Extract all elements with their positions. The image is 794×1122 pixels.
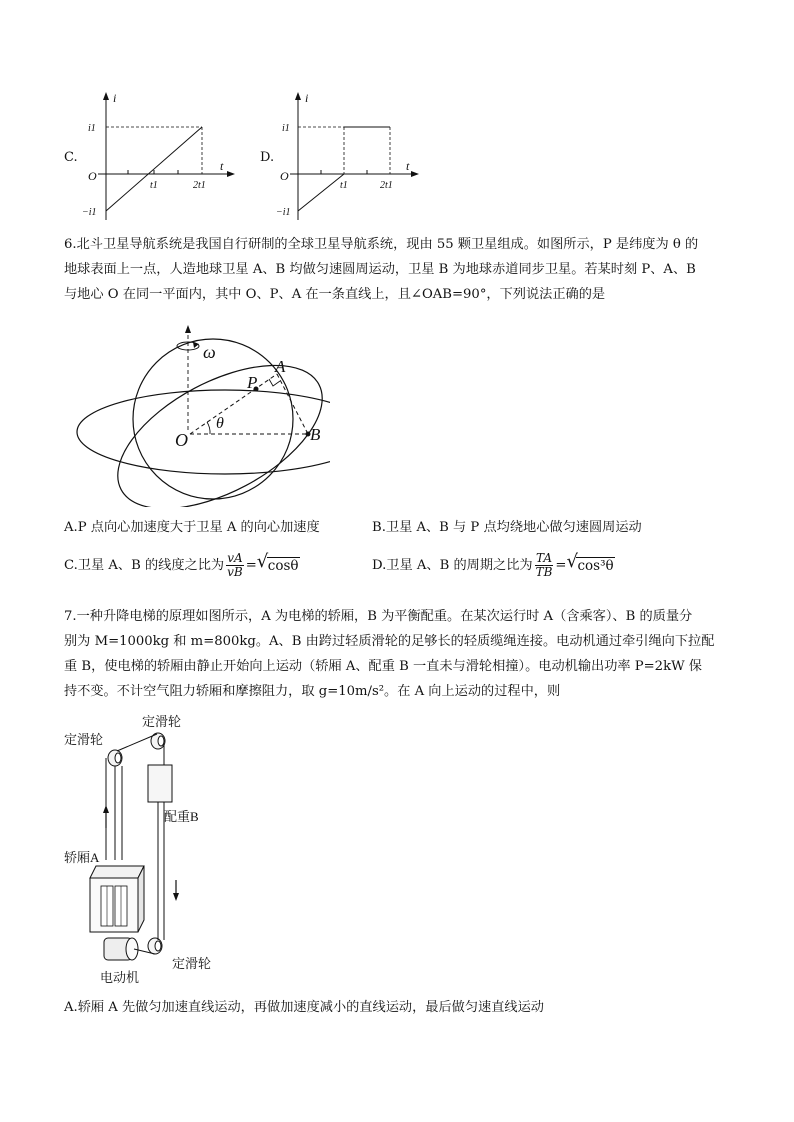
graph-d-2t1: 2t1 [380, 180, 393, 191]
q6-option-d-radicand: cos³θ [577, 557, 614, 574]
q7-line-2: 别为 M=1000kg 和 m=800kg。A、B 由跨过轻质滑轮的足够长的轻质缆绳连接。电动机通过牵引绳向下拉配 [64, 634, 715, 649]
q7-fig-pulley-bottom: 定滑轮 [172, 956, 212, 971]
q7-line-3: 重 B，使电梯的轿厢由静止开始向上运动（轿厢 A、配重 B 一直未与滑轮相撞）。电动机输出功率 P=2kW 保 [64, 659, 702, 674]
q7-fig-car: 轿厢A [64, 850, 100, 865]
q6-fig-omega: ω [203, 342, 216, 362]
graph-c-neg-i1: −i1 [82, 207, 97, 218]
q6-option-c-sqrt: √ cosθ [256, 550, 299, 574]
q6-fig-b: B [310, 425, 321, 444]
q6-option-c-radicand: cosθ [267, 557, 299, 574]
graph-c-origin: O [88, 169, 97, 183]
q7-elevator-figure [60, 710, 280, 990]
graph-c-i1: i1 [88, 123, 96, 134]
q6-line-3: 与地心 O 在同一平面内，其中 O、P、A 在一条直线上，且∠OAB=90°，下列说法正确的是 [64, 287, 606, 302]
q7-fig-counterweight: 配重B [164, 809, 199, 824]
q7-fig-motor: 电动机 [100, 970, 140, 985]
graph-d-axis-i: i [305, 91, 309, 105]
q6-option-c-denominator: vB [227, 565, 243, 579]
q6-option-c-numerator: vA [227, 551, 243, 565]
q6-option-c-fraction [226, 552, 244, 579]
graph-d-label: D. [260, 150, 275, 165]
q6-option-d-text: D.卫星 A、B 的周期之比为 [372, 558, 533, 573]
q6-option-b[interactable]: B.卫星 A、B 与 P 点均绕地心做匀速圆周运动 [372, 520, 642, 535]
graph-d-origin: O [280, 169, 289, 183]
graph-c-axis-i: i [113, 91, 117, 105]
q6-line-2: 地球表面上一点，人造地球卫星 A、B 均做匀速圆周运动，卫星 B 为地球赤道同步卫星。若某时刻 P、A、B [64, 262, 696, 277]
graph-c-label: C. [64, 150, 78, 165]
q6-option-c-text: C.卫星 A、B 的线度之比为 [64, 558, 225, 573]
q6-option-d[interactable]: D.卫星 A、B 的周期之比为 $\frac{TA}{TB}$ = √ cos³θ [372, 550, 614, 579]
graph-c-t1: t1 [150, 180, 158, 191]
q6-line-1: 6.北斗卫星导航系统是我国自行研制的全球卫星导航系统，现由 55 颗卫星组成。如图所示，P 是纬度为 θ 的 [64, 237, 699, 252]
q7-option-a[interactable]: A.轿厢 A 先做匀加速直线运动，再做加速度减小的直线运动，最后做匀速直线运动 [64, 1000, 544, 1015]
graph-d [272, 90, 432, 225]
q7-line-1: 7.一种升降电梯的原理如图所示，A 为电梯的轿厢，B 为平衡配重。在某次运行时 A（含乘客）、B 的质量分 [64, 609, 693, 624]
q6-fig-o: O [175, 430, 188, 450]
graph-d-i1: i1 [282, 123, 290, 134]
q6-option-d-sqrt: √ cos³θ [566, 550, 614, 574]
q6-option-d-fraction [535, 552, 554, 579]
q6-option-d-denominator: TB [535, 565, 553, 579]
q7-line-4: 持不变。不计空气阻力轿厢和摩擦阻力，取 g=10m/s²。在 A 向上运动的过程中，则 [64, 684, 561, 699]
q7-fig-pulley-top: 定滑轮 [142, 714, 182, 729]
q6-option-d-numerator: TA [536, 551, 553, 565]
graph-c-2t1: 2t1 [193, 180, 206, 191]
q6-fig-theta: θ [216, 415, 224, 432]
q6-option-a[interactable]: A.P 点向心加速度大于卫星 A 的向心加速度 [64, 520, 320, 535]
graph-c-axis-t: t [220, 159, 224, 173]
q6-earth-figure [70, 322, 330, 507]
graph-d-neg-i1: −i1 [276, 207, 291, 218]
graph-c [80, 90, 240, 225]
q6-fig-p: P [247, 373, 258, 392]
graph-d-t1: t1 [340, 180, 348, 191]
graph-d-axis-t: t [406, 159, 410, 173]
q7-fig-pulley-left: 定滑轮 [64, 732, 104, 747]
q6-option-c[interactable]: C.卫星 A、B 的线度之比为 $\frac{vA}{vB}$ = √ cosθ [64, 550, 299, 579]
q6-fig-a: A [275, 357, 286, 376]
